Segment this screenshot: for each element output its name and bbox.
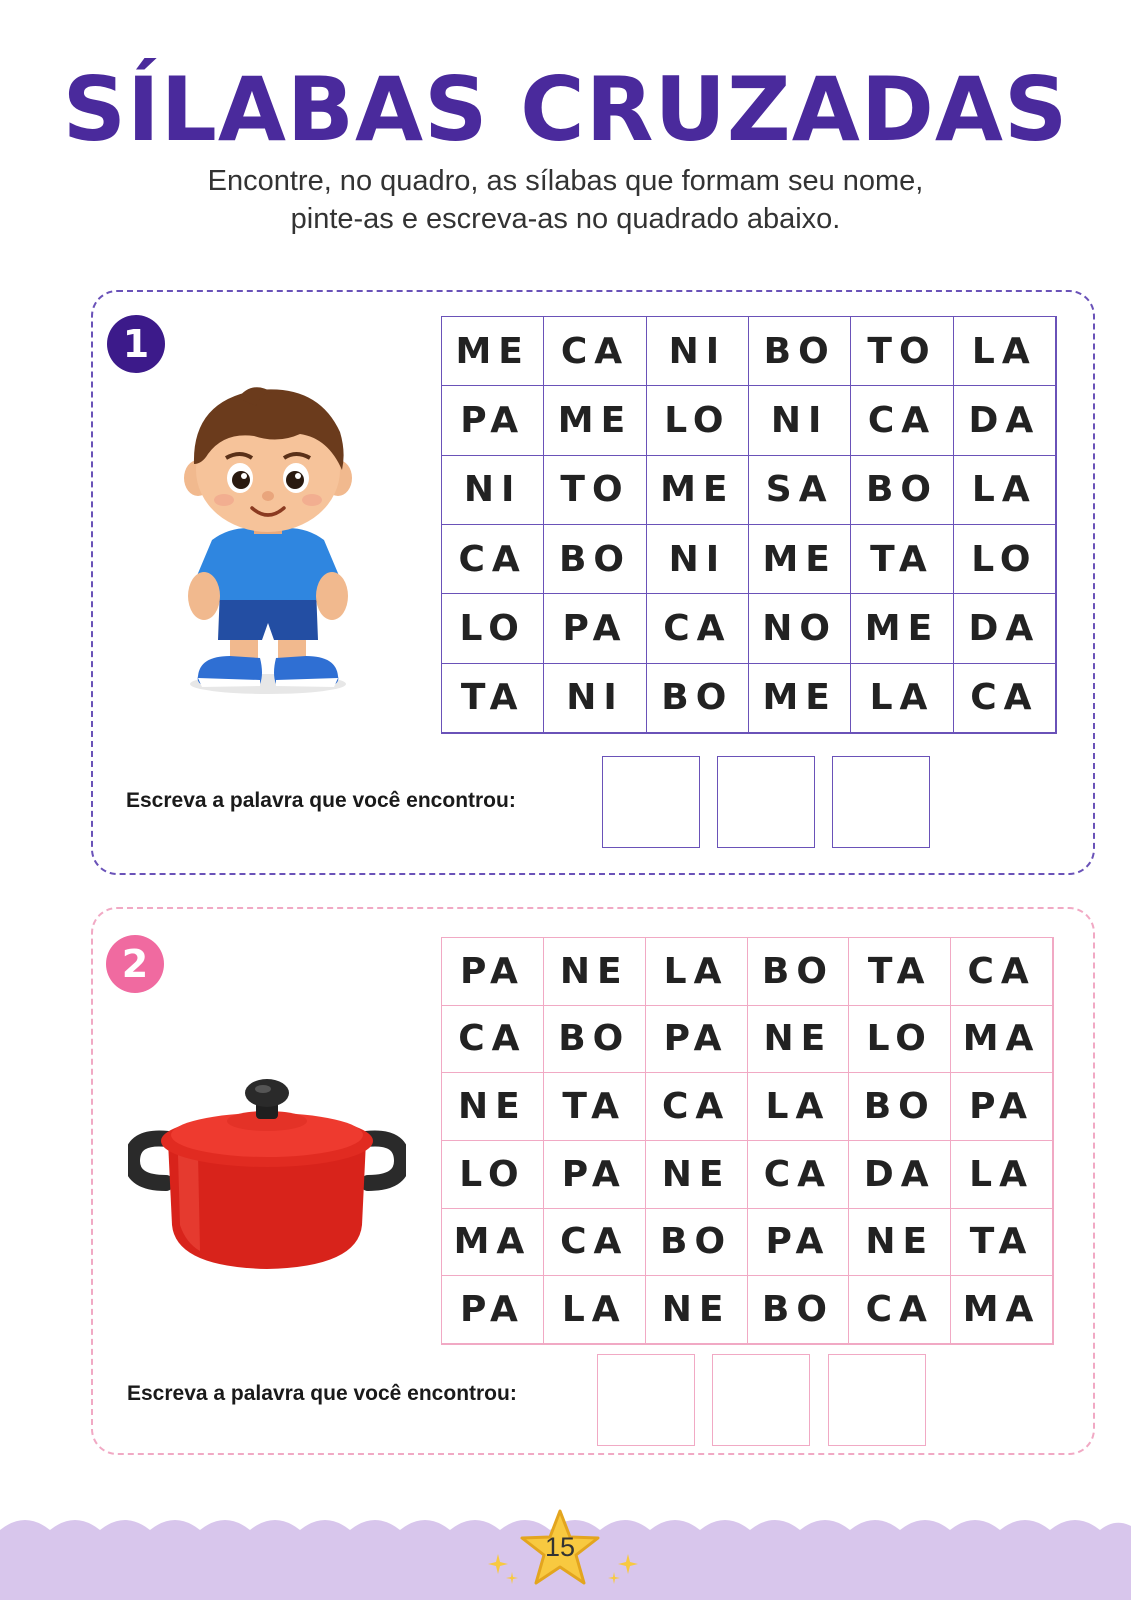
grid-cell[interactable]: LO [442,594,544,663]
grid-cell[interactable]: TO [851,317,953,386]
grid-cell[interactable]: NI [544,664,646,733]
grid-cell[interactable]: TA [442,664,544,733]
grid-cell[interactable]: BO [647,664,749,733]
grid-cell[interactable]: CA [442,1006,544,1074]
grid-cell[interactable]: CA [951,938,1053,1006]
grid-cell[interactable]: NE [544,938,646,1006]
grid-cell[interactable]: NO [749,594,851,663]
grid-cell[interactable]: DA [954,386,1056,455]
grid-cell[interactable]: MA [442,1209,544,1277]
grid-cell[interactable]: SA [749,456,851,525]
grid-cell[interactable]: TO [544,456,646,525]
grid-cell[interactable]: BO [646,1209,748,1277]
grid-cell[interactable]: NE [748,1006,850,1074]
red-pot-illustration [128,1075,406,1275]
grid-cell[interactable]: PA [544,594,646,663]
grid-cell[interactable]: NE [442,1073,544,1141]
grid-cell[interactable]: DA [954,594,1056,663]
grid-cell[interactable]: LO [647,386,749,455]
grid-cell[interactable]: BO [749,317,851,386]
grid-cell[interactable]: LO [442,1141,544,1209]
grid-cell[interactable]: CA [851,386,953,455]
answer-box-2a[interactable] [597,1354,695,1446]
exercise-2-number-badge: 2 [106,935,164,993]
sparkle-icon [484,1550,524,1590]
grid-cell[interactable]: BO [748,1276,850,1344]
syllable-grid-1 [441,316,1057,734]
answer-box-1a[interactable] [602,756,700,848]
grid-cell[interactable]: LA [954,317,1056,386]
grid-cell[interactable]: LA [954,456,1056,525]
answer-box-1c[interactable] [832,756,930,848]
grid-cell[interactable]: LO [954,525,1056,594]
grid-cell[interactable]: ME [851,594,953,663]
grid-cell[interactable]: LA [748,1073,850,1141]
grid-cell[interactable]: NI [647,525,749,594]
grid-cell[interactable]: NE [849,1209,951,1277]
grid-cell[interactable]: ME [647,456,749,525]
grid-cell[interactable]: PA [951,1073,1053,1141]
answer-box-2b[interactable] [712,1354,810,1446]
grid-cell[interactable]: TA [951,1209,1053,1277]
grid-cell[interactable]: PA [442,386,544,455]
grid-cell[interactable]: ME [749,664,851,733]
grid-cell[interactable]: ME [749,525,851,594]
grid-cell[interactable]: CA [954,664,1056,733]
grid-cell[interactable]: DA [849,1141,951,1209]
grid-cell[interactable]: PA [544,1141,646,1209]
grid-cell[interactable]: CA [849,1276,951,1344]
grid-cell[interactable]: BO [849,1073,951,1141]
grid-cell[interactable]: MA [951,1006,1053,1074]
grid-cell[interactable]: CA [442,525,544,594]
grid-cell[interactable]: PA [646,1006,748,1074]
grid-cell[interactable]: BO [544,1006,646,1074]
grid-cell[interactable]: CA [748,1141,850,1209]
sparkle-icon [604,1550,644,1590]
grid-cell[interactable]: BO [544,525,646,594]
instructions-line-1: Encontre, no quadro, as sílabas que formam seu nome, [207,165,924,197]
syllable-grid-2 [441,937,1054,1345]
grid-cell[interactable]: NI [442,456,544,525]
answer-box-1b[interactable] [717,756,815,848]
page-number: 15 [544,1532,576,1562]
page-title: SÍLABAS CRUZADAS [62,58,1069,161]
grid-cell[interactable]: PA [442,1276,544,1344]
boy-illustration [168,378,368,708]
grid-cell[interactable]: BO [748,938,850,1006]
exercise-1-number-badge: 1 [107,315,165,373]
answer-box-2c[interactable] [828,1354,926,1446]
grid-cell[interactable]: CA [544,317,646,386]
grid-cell[interactable]: LA [951,1141,1053,1209]
grid-cell[interactable]: NE [646,1276,748,1344]
grid-cell[interactable]: CA [647,594,749,663]
grid-cell[interactable]: MA [951,1276,1053,1344]
grid-cell[interactable]: LA [851,664,953,733]
grid-cell[interactable]: NI [647,317,749,386]
instructions-line-2: pinte-as e escreva-as no quadrado abaixo. [290,203,841,235]
answer-prompt-1: Escreva a palavra que você encontrou: [126,789,516,812]
grid-cell[interactable]: ME [544,386,646,455]
grid-cell[interactable]: NE [646,1141,748,1209]
grid-cell[interactable]: PA [442,938,544,1006]
grid-cell[interactable]: BO [851,456,953,525]
grid-cell[interactable]: NI [749,386,851,455]
grid-cell[interactable]: LA [646,938,748,1006]
grid-cell[interactable]: TA [544,1073,646,1141]
grid-cell[interactable]: TA [849,938,951,1006]
grid-cell[interactable]: LO [849,1006,951,1074]
grid-cell[interactable]: CA [544,1209,646,1277]
grid-cell[interactable]: CA [646,1073,748,1141]
grid-cell[interactable]: ME [442,317,544,386]
grid-cell[interactable]: PA [748,1209,850,1277]
grid-cell[interactable]: LA [544,1276,646,1344]
answer-prompt-2: Escreva a palavra que você encontrou: [127,1382,517,1405]
grid-cell[interactable]: TA [851,525,953,594]
